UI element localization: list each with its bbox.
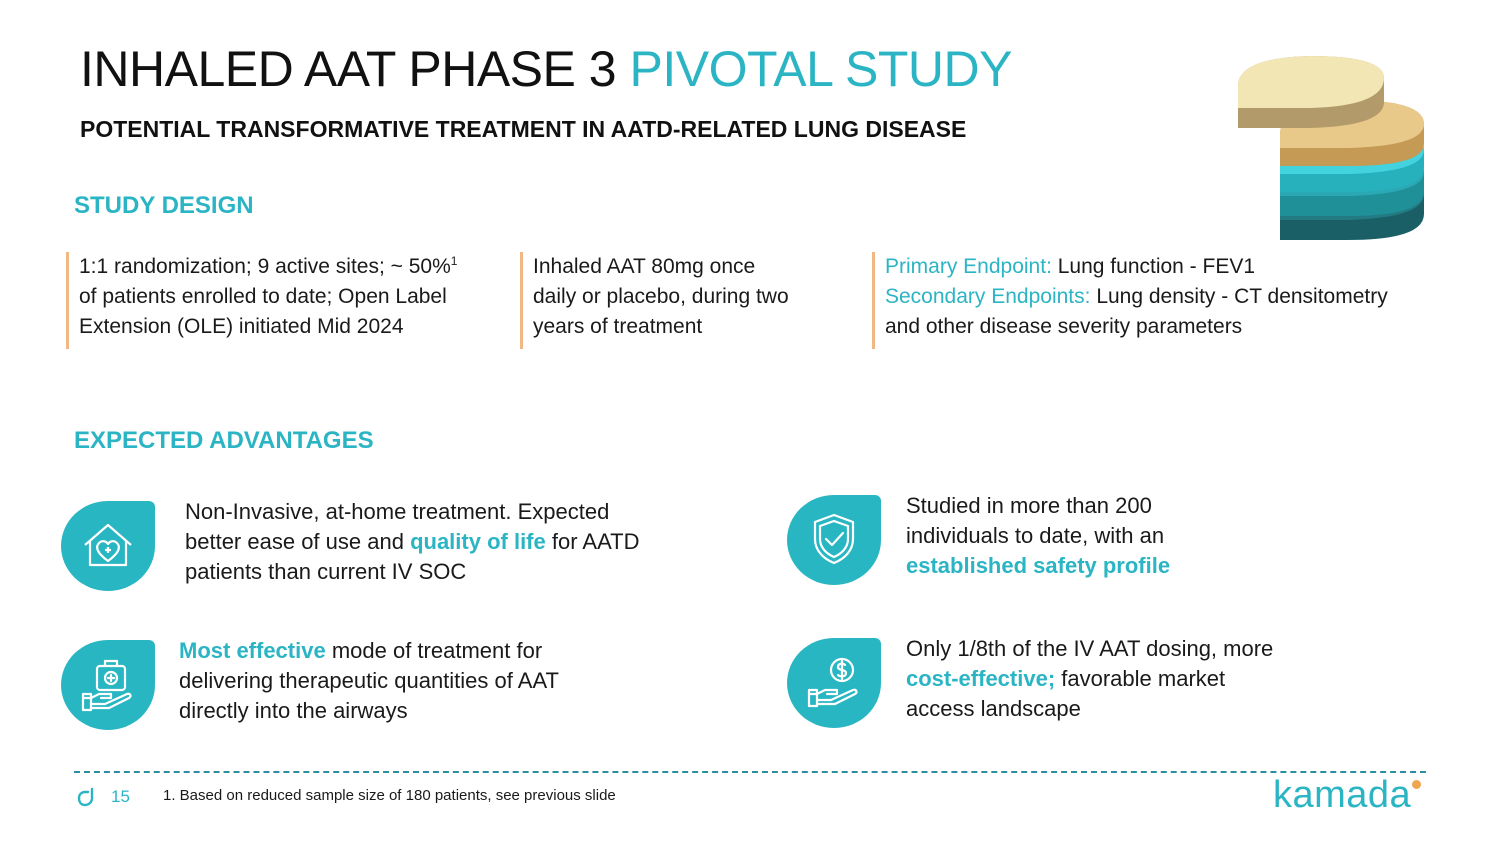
design-box1-footnote-ref: 1 [450,254,458,268]
adv4-line3: access landscape [906,696,1081,721]
design-box1-line3: Extension (OLE) initiated Mid 2024 [79,315,404,338]
design-box1-line1: 1:1 randomization; 9 active sites; ~ 50% [79,255,451,278]
medical-kit-hand-icon [61,640,155,730]
adv3-line3: directly into the airways [179,698,408,723]
design-box2-line2: daily or placebo, during two [533,285,789,308]
shield-check-icon [787,495,881,585]
adv4-line2-post: favorable market [1055,666,1226,691]
footnote: 1. Based on reduced sample size of 180 patients, see previous slide [163,787,616,804]
adv3-highlight: Most effective [179,638,326,663]
adv4-line1: Only 1/8th of the IV AAT dosing, more [906,636,1274,661]
kamada-mark-icon [76,786,98,808]
title-accent: PIVOTAL STUDY [629,41,1012,97]
adv3-line1-post: mode of treatment for [325,638,543,663]
advantage-safety-text [906,491,1326,581]
design-box2-line1: Inhaled AAT 80mg once [533,255,756,278]
adv1-highlight: quality of life [410,529,546,554]
logo-dot [1412,780,1421,789]
advantage-effective-text [179,636,649,726]
page-number: 15 [111,787,130,806]
expected-advantages-heading: EXPECTED ADVANTAGES [74,427,374,454]
adv2-highlight: established safety profile [906,553,1171,578]
primary-endpoint-value: Lung function - FEV1 [1057,255,1256,278]
adv4-highlight: cost-effective; [906,666,1056,691]
adv2-line2: individuals to date, with an [906,523,1165,548]
secondary-endpoint-value: Lung density - CT densitometry [1096,285,1388,308]
adv1-line2-post: for AATD [545,529,640,554]
kamada-logo: kamada [1273,774,1412,816]
adv3-line2: delivering therapeutic quantities of AAT [179,668,559,693]
adv1-line1: Non-Invasive, at-home treatment. Expected [185,499,610,524]
page-subtitle: POTENTIAL TRANSFORMATIVE TREATMENT IN AATD-RELATED LUNG DISEASE [80,116,967,142]
dollar-hand-icon [787,638,881,728]
title-main: INHALED AAT PHASE 3 [80,41,630,97]
stacked-layers-graphic [1228,52,1438,247]
adv1-line3: patients than current IV SOC [185,559,467,584]
study-design-box-endpoints [872,252,1475,349]
study-design-box-randomization [66,252,519,349]
design-box3-line3: and other disease severity parameters [885,315,1243,338]
adv1-line2-pre: better ease of use and [185,529,411,554]
advantage-cost-text [906,634,1326,724]
primary-endpoint-label: Primary Endpoint: [885,255,1058,278]
design-box1-line2: of patients enrolled to date; Open Label [79,285,447,308]
study-design-box-dosing [520,252,863,349]
page-title [80,42,1012,97]
study-design-heading: STUDY DESIGN [74,192,254,219]
design-box2-line3: years of treatment [533,315,703,338]
advantage-at-home-text [185,497,705,587]
footer-divider [74,771,1426,773]
secondary-endpoint-label: Secondary Endpoints: [885,285,1097,308]
home-health-icon [61,501,155,591]
adv2-line1: Studied in more than 200 [906,493,1152,518]
